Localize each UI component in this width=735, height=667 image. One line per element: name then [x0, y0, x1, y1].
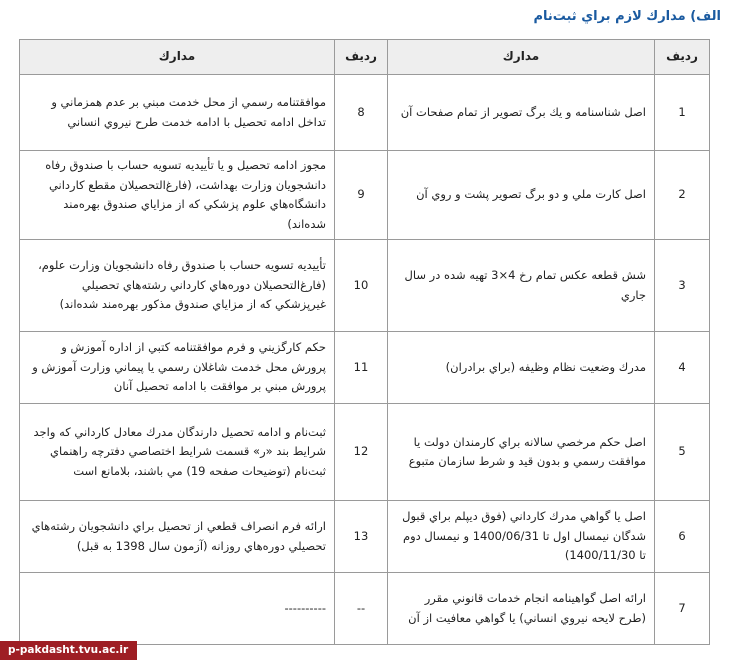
table-row [20, 501, 710, 573]
table-row [20, 151, 710, 240]
row-number: 2 [655, 151, 710, 240]
row-number: 13 [335, 501, 388, 573]
row-number: 5 [655, 404, 710, 501]
page-title: الف) مدارك لازم براي ثبت‌نام [533, 9, 721, 24]
document-item: موافقتنامه رسمي از محل خدمت مبني بر عدم همزماني و تداخل ادامه تحصيل با ادامه خدمت طرح نيروي انساني [20, 75, 335, 151]
document-item: ---------- [20, 573, 335, 645]
document-item: ارائه فرم انصراف قطعي از تحصيل براي دانشجويان رشته‌هاي تحصيلي دوره‌هاي روزانه (آزمون سال 1398 به قبل) [20, 501, 335, 573]
row-number: 7 [655, 573, 710, 645]
document-item: مدرك وضعيت نظام وظيفه (براي برادران) [388, 332, 655, 404]
document-item: اصل كارت ملي و دو برگ تصوير پشت و روي آن [388, 151, 655, 240]
document-item: ارائه اصل گواهينامه انجام خدمات قانوني مقرر (طرح لايحه نيروي انساني) يا گواهي معافيت از آن [388, 573, 655, 645]
documents-table [19, 39, 710, 645]
row-number: 12 [335, 404, 388, 501]
document-item: اصل يا گواهي مدرك كارداني (فوق ديپلم براي قبول شدگان نيمسال اول تا 1400/06/31 و نيمسال دوم تا 1400/11/30) [388, 501, 655, 573]
table-row [20, 240, 710, 332]
header-madarek-left: مدارك [20, 40, 335, 75]
row-number: 8 [335, 75, 388, 151]
document-item: اصل شناسنامه و يك برگ تصوير از تمام صفحات آن [388, 75, 655, 151]
row-number: 11 [335, 332, 388, 404]
row-number: -- [335, 573, 388, 645]
header-radif-right: رديف [655, 40, 710, 75]
document-item: شش قطعه عكس تمام رخ 4×3 تهيه شده در سال جاري [388, 240, 655, 332]
table-row [20, 404, 710, 501]
table-row [20, 332, 710, 404]
document-item: ثبت‌نام و ادامه تحصيل دارندگان مدرك معادل كارداني كه واجد شرايط بند «ر» قسمت شرايط اختصاصي دفترچه راهنماي ثبت‌نام (توضيحات صفحه 19) مي باشند، بلامانع است [20, 404, 335, 501]
document-item: مجوز ادامه تحصيل و يا تأييديه تسويه حساب با صندوق رفاه دانشجويان وزارت بهداشت، (فارغ‌التحصيلان مقطع كارداني دانشگاه‌هاي علوم پزشكي كه از مزاياي صندوق بهره‌مند شده‌اند) [20, 151, 335, 240]
row-number: 4 [655, 332, 710, 404]
site-watermark: p-pakdasht.tvu.ac.ir [0, 641, 137, 660]
header-radif-left: رديف [335, 40, 388, 75]
table-row [20, 75, 710, 151]
document-item: اصل حكم مرخصي سالانه براي كارمندان دولت يا موافقت رسمي و بدون قيد و شرط سازمان متبوع [388, 404, 655, 501]
row-number: 3 [655, 240, 710, 332]
table-row [20, 573, 710, 645]
document-item: تأييديه تسويه حساب با صندوق رفاه دانشجويان وزارت علوم، (فارغ‌التحصيلان دوره‌هاي كارداني رشته‌هاي تحصيلي غيرپزشكي كه از مزاياي صندوق مذكور بهره‌مند شده‌اند) [20, 240, 335, 332]
row-number: 6 [655, 501, 710, 573]
row-number: 9 [335, 151, 388, 240]
table-header-row [20, 40, 710, 75]
header-madarek-right: مدارك [388, 40, 655, 75]
document-item: حكم كارگزيني و فرم موافقتنامه كتبي از اداره آموزش و پرورش محل خدمت شاغلان رسمي يا پيماني وزارت آموزش و پرورش مبني بر موافقت با ادامه تحصيل آنان [20, 332, 335, 404]
row-number: 10 [335, 240, 388, 332]
row-number: 1 [655, 75, 710, 151]
